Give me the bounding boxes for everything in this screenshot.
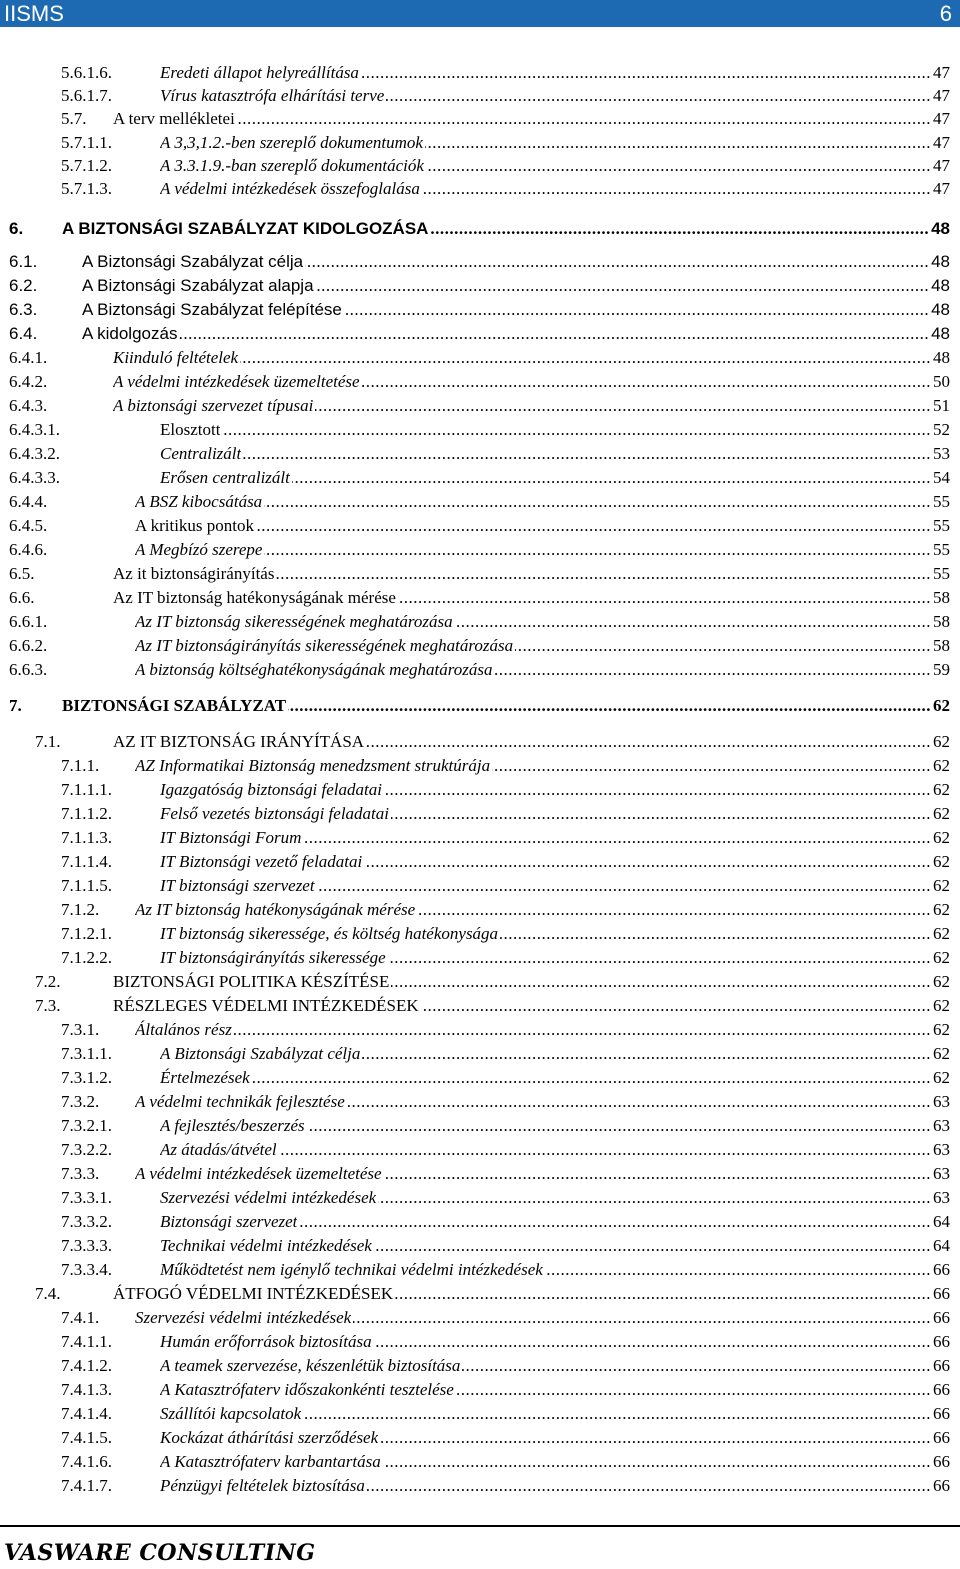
toc-dot-leader: [422, 178, 931, 200]
toc-dot-leader: [380, 1427, 931, 1449]
toc-entry-page: 64: [933, 1212, 950, 1231]
toc-entry-title: A 3,3,1.2.-ben szereplő dokumentumok: [160, 133, 423, 152]
toc-dot-leader: [515, 635, 931, 657]
toc-entry[interactable]: [61, 1115, 950, 1137]
toc-entry-page: 62: [933, 876, 950, 895]
toc-dot-leader: [252, 1067, 931, 1089]
toc-dot-leader: [384, 1163, 931, 1185]
toc-dot-leader: [545, 1259, 931, 1281]
toc-entry[interactable]: [61, 1379, 950, 1401]
toc-entry[interactable]: [9, 563, 950, 585]
toc-dot-leader: [374, 1235, 931, 1257]
footer-divider: [0, 1525, 960, 1527]
toc-entry-title: Az IT biztonság hatékonyságának mérése: [113, 588, 396, 607]
toc-entry-number: 6.6.: [9, 588, 35, 607]
toc-entry-number: 7.3.1.: [61, 1020, 100, 1039]
toc-entry[interactable]: [9, 635, 950, 657]
toc-entry[interactable]: [9, 443, 950, 465]
toc-entry-page: 66: [933, 1260, 950, 1279]
toc-dot-leader: [303, 827, 931, 849]
toc-entry-number: 7.3.2.1.: [61, 1116, 112, 1135]
toc-dot-leader: [288, 695, 931, 717]
toc-entry-title: Kiinduló feltételek: [113, 348, 239, 367]
toc-dot-leader: [417, 899, 931, 921]
toc-entry-page: 62: [933, 804, 950, 823]
toc-dot-leader: [237, 108, 931, 130]
toc-entry[interactable]: [35, 731, 950, 753]
toc-entry-page: 47: [933, 133, 950, 152]
toc-entry-page: 64: [933, 1236, 950, 1255]
toc-entry-title: A kidolgozás: [82, 324, 178, 343]
toc-entry-title: A védelmi technikák fejlesztése: [135, 1092, 345, 1111]
toc-dot-leader: [316, 275, 930, 297]
toc-entry-number: 6.6.1.: [9, 612, 48, 631]
toc-dot-leader: [234, 1019, 931, 1041]
toc-entry-title: Szervezési védelmi intézkedések: [160, 1188, 377, 1207]
toc-entry[interactable]: [61, 85, 950, 107]
toc-entry-title: AZ IT BIZTONSÁG IRÁNYÍTÁSA: [113, 732, 365, 751]
toc-entry-page: 62: [933, 852, 950, 871]
toc-entry-title: A Biztonsági Szabályzat célja: [160, 1044, 361, 1063]
toc-entry-page: 54: [933, 468, 950, 487]
toc-entry-page: 47: [933, 109, 950, 128]
toc-entry-title: A védelmi intézkedések üzemeltetése: [113, 372, 360, 391]
toc-dot-leader: [305, 251, 929, 273]
toc-entry-page: 66: [933, 1404, 950, 1423]
toc-entry[interactable]: [61, 1091, 950, 1113]
toc-entry-number: 5.7.: [61, 109, 87, 128]
toc-dot-leader: [344, 299, 929, 321]
toc-dot-leader: [374, 1331, 931, 1353]
toc-entry-title: Felső vezetés biztonsági feladatai: [160, 804, 389, 823]
toc-entry-number: 7.1.1.3.: [61, 828, 112, 847]
toc-entry-page: 66: [933, 1380, 950, 1399]
toc-entry-title: Kockázat áthárítási szerződések: [160, 1428, 379, 1447]
toc-entry-page: 66: [933, 1332, 950, 1351]
toc-entry[interactable]: [9, 371, 950, 393]
toc-entry-title: Erősen centralizált: [160, 468, 290, 487]
toc-dot-leader: [391, 971, 931, 993]
toc-entry-page: 55: [933, 564, 950, 583]
toc-entry-page: 48: [931, 324, 950, 343]
toc-entry[interactable]: [9, 419, 950, 441]
toc-entry[interactable]: [61, 1235, 950, 1257]
toc-dot-leader: [383, 1451, 931, 1473]
toc-entry[interactable]: [61, 1427, 950, 1449]
toc-entry-page: 47: [933, 86, 950, 105]
toc-entry-number: 7.1.1.: [61, 756, 100, 775]
toc-dot-leader: [455, 611, 931, 633]
toc-entry-title: A teamek szervezése, készenlétük biztosítása: [160, 1356, 461, 1375]
toc-entry-title: Az IT biztonság sikerességének meghatározása: [135, 612, 453, 631]
toc-dot-leader: [362, 371, 931, 393]
footer-company: VASWARE CONSULTING: [4, 1540, 316, 1566]
toc-entry-number: 7.4.1.6.: [61, 1452, 112, 1471]
toc-entry-title: Pénzügyi feltételek biztosítása: [160, 1476, 365, 1495]
toc-entry[interactable]: [61, 155, 950, 177]
toc-entry-number: 6.6.3.: [9, 660, 48, 679]
toc-entry-number: 7.1.: [35, 732, 61, 751]
toc-dot-leader: [395, 1283, 931, 1305]
toc-entry-number: 7.4.1.2.: [61, 1356, 112, 1375]
toc-entry-page: 63: [933, 1140, 950, 1159]
toc-entry[interactable]: [61, 132, 950, 154]
toc-entry[interactable]: [61, 1451, 950, 1473]
toc-entry[interactable]: [61, 899, 950, 921]
toc-entry[interactable]: [61, 1139, 950, 1161]
toc-entry-page: 62: [933, 696, 950, 715]
toc-entry-page: 50: [933, 372, 950, 391]
toc-dot-leader: [378, 1187, 931, 1209]
toc-entry[interactable]: [9, 695, 950, 717]
toc-dot-leader: [347, 1091, 931, 1113]
toc-entry-title: Az IT biztonságirányítás sikerességének meghatározása: [135, 636, 514, 655]
toc-entry-title: A Biztonsági Szabályzat alapja: [82, 276, 314, 295]
toc-entry-page: 58: [933, 636, 950, 655]
toc-entry-number: 6.1.: [9, 252, 38, 271]
toc-entry-page: 48: [933, 348, 950, 367]
toc-entry-page: 63: [933, 1188, 950, 1207]
toc-entry-number: 7.4.1.1.: [61, 1332, 112, 1351]
toc-dot-leader: [303, 1403, 931, 1425]
toc-entry[interactable]: [61, 1475, 950, 1497]
toc-dot-leader: [500, 923, 931, 945]
toc-entry[interactable]: [9, 395, 950, 417]
toc-entry-title: Az it biztonságirányítás: [113, 564, 275, 583]
toc-entry[interactable]: [35, 1283, 950, 1305]
toc-dot-leader: [492, 755, 931, 777]
toc-entry-number: 6.4.: [9, 324, 38, 343]
toc-entry-number: 7.1.2.: [61, 900, 100, 919]
toc-dot-leader: [388, 947, 931, 969]
toc-entry-page: 62: [933, 924, 950, 943]
toc-dot-leader: [494, 659, 931, 681]
toc-entry-number: 6.4.5.: [9, 516, 48, 535]
toc-entry-page: 66: [933, 1428, 950, 1447]
toc-entry-number: 7.1.1.1.: [61, 780, 112, 799]
toc-entry-page: 48: [931, 252, 950, 271]
toc-entry-page: 58: [933, 588, 950, 607]
toc-entry-title: A Katasztrófaterv karbantartása: [160, 1452, 381, 1471]
toc-dot-leader: [243, 443, 931, 465]
toc-entry[interactable]: [61, 1067, 950, 1089]
toc-entry-title: Szervezési védelmi intézkedések: [135, 1308, 352, 1327]
toc-entry[interactable]: [61, 923, 950, 945]
header-title: IISMS: [4, 1, 64, 26]
toc-entry-number: 6.4.3.2.: [9, 444, 60, 463]
toc-entry-page: 62: [933, 1068, 950, 1087]
toc-entry-number: 7.2.: [35, 972, 61, 991]
toc-dot-leader: [426, 155, 931, 177]
toc-dot-leader: [366, 731, 931, 753]
toc-dot-leader: [398, 587, 931, 609]
toc-entry-title: A Biztonsági Szabályzat felépítése: [82, 300, 342, 319]
toc-dot-leader: [364, 851, 931, 873]
toc-entry-title: Értelmezések: [160, 1068, 250, 1087]
toc-dot-leader: [353, 1307, 931, 1329]
toc-entry-page: 53: [933, 444, 950, 463]
toc-entry-title: IT Biztonsági vezető feladatai: [160, 852, 363, 871]
toc-entry[interactable]: [61, 178, 950, 200]
toc-entry-number: 5.7.1.2.: [61, 156, 112, 175]
toc-entry-title: A 3.3.1.9.-ban szereplő dokumentációk: [160, 156, 424, 175]
toc-entry-page: 62: [933, 948, 950, 967]
toc-entry-title: Általános rész: [135, 1020, 232, 1039]
toc-entry-number: 7.3.: [35, 996, 61, 1015]
toc-entry-page: 63: [933, 1164, 950, 1183]
toc-dot-leader: [462, 1355, 931, 1377]
toc-dot-leader: [384, 779, 931, 801]
toc-entry-page: 63: [933, 1092, 950, 1111]
toc-entry-title: Elosztott: [160, 420, 221, 439]
toc-dot-leader: [421, 995, 931, 1017]
toc-entry-number: 5.6.1.7.: [61, 86, 112, 105]
toc-entry-number: 7.3.2.2.: [61, 1140, 112, 1159]
toc-entry-page: 62: [933, 780, 950, 799]
toc-dot-leader: [386, 85, 931, 107]
toc-dot-leader: [292, 467, 931, 489]
toc-entry-title: Eredeti állapot helyreállítása: [160, 63, 359, 82]
toc-entry[interactable]: [35, 971, 950, 993]
toc-entry-page: 66: [933, 1284, 950, 1303]
toc-entry-page: 66: [933, 1356, 950, 1375]
toc-entry-page: 48: [931, 276, 950, 295]
toc-entry-page: 55: [933, 516, 950, 535]
toc-entry-page: 66: [933, 1452, 950, 1471]
toc-dot-leader: [425, 132, 931, 154]
toc-entry-number: 7.4.1.4.: [61, 1404, 112, 1423]
toc-entry[interactable]: [61, 755, 950, 777]
toc-entry-title: BIZTONSÁGI SZABÁLYZAT: [62, 696, 287, 715]
toc-entry-title: IT biztonsági szervezet: [160, 876, 315, 895]
toc-entry[interactable]: [61, 875, 950, 897]
toc-entry[interactable]: [61, 1187, 950, 1209]
toc-entry-title: A fejlesztés/beszerzés: [160, 1116, 305, 1135]
toc-entry-title: A BIZTONSÁGI SZABÁLYZAT KIDOLGOZÁSA: [62, 219, 429, 238]
toc-entry-title: A védelmi intézkedések üzemeltetése: [135, 1164, 382, 1183]
toc-entry-title: Igazgatóság biztonsági feladatai: [160, 780, 382, 799]
toc-entry[interactable]: [9, 467, 950, 489]
toc-entry-number: 7.3.3.3.: [61, 1236, 112, 1255]
toc-entry[interactable]: [61, 947, 950, 969]
toc-entry-page: 55: [933, 492, 950, 511]
toc-entry[interactable]: [9, 539, 950, 561]
toc-entry-page: 51: [933, 396, 950, 415]
toc-entry-number: 7.4.1.3.: [61, 1380, 112, 1399]
toc-entry-number: 7.4.1.: [61, 1308, 100, 1327]
toc-dot-leader: [240, 347, 931, 369]
toc-dot-leader: [256, 515, 931, 537]
toc-entry-title: RÉSZLEGES VÉDELMI INTÉZKEDÉSEK: [113, 996, 419, 1015]
toc-entry[interactable]: [9, 659, 950, 681]
toc-entry[interactable]: [9, 323, 950, 345]
toc-entry-number: 6.4.4.: [9, 492, 48, 511]
toc-entry-number: 6.3.: [9, 300, 38, 319]
toc-entry-number: 6.: [9, 219, 24, 238]
toc-entry-page: 52: [933, 420, 950, 439]
toc-entry[interactable]: [61, 1019, 950, 1041]
toc-entry-number: 7.: [9, 696, 22, 715]
toc-entry[interactable]: [61, 1163, 950, 1185]
toc-entry-page: 62: [933, 756, 950, 775]
toc-entry[interactable]: [61, 62, 950, 84]
toc-entry-page: 62: [933, 996, 950, 1015]
toc-entry-number: 5.6.1.6.: [61, 63, 112, 82]
toc-entry-number: 5.7.1.3.: [61, 179, 112, 198]
toc-entry-number: 6.4.3.: [9, 396, 48, 415]
toc-dot-leader: [361, 62, 931, 84]
toc-entry-title: Az IT biztonság hatékonyságának mérése: [135, 900, 416, 919]
toc-entry-title: AZ Informatikai Biztonság menedzsment struktúrája: [135, 756, 491, 775]
toc-entry-number: 7.3.1.1.: [61, 1044, 112, 1063]
toc-entry-page: 48: [931, 219, 950, 238]
toc-entry-number: 6.4.3.1.: [9, 420, 60, 439]
toc-entry-number: 7.3.3.: [61, 1164, 100, 1183]
toc-entry-title: BIZTONSÁGI POLITIKA KÉSZÍTÉSE: [113, 972, 390, 991]
toc-entry[interactable]: [61, 108, 950, 130]
toc-entry[interactable]: [61, 779, 950, 801]
toc-entry-page: 47: [933, 63, 950, 82]
toc-entry-number: 6.4.1.: [9, 348, 48, 367]
toc-entry-number: 7.3.3.4.: [61, 1260, 112, 1279]
toc-entry[interactable]: [9, 251, 950, 273]
toc-dot-leader: [299, 1211, 931, 1233]
toc-entry[interactable]: [61, 803, 950, 825]
toc-entry-page: 62: [933, 732, 950, 751]
toc-entry-title: A Biztonsági Szabályzat célja: [82, 252, 304, 271]
toc-entry-title: A Megbízó szerepe: [135, 540, 263, 559]
toc-entry-title: Szállítói kapcsolatok: [160, 1404, 302, 1423]
toc-entry-title: Biztonsági szervezet: [160, 1212, 298, 1231]
toc-entry-title: A biztonság költséghatékonyságának meghatározása: [135, 660, 493, 679]
toc-entry[interactable]: [35, 995, 950, 1017]
toc-entry[interactable]: [9, 347, 950, 369]
toc-dot-leader: [317, 875, 931, 897]
toc-entry-title: IT biztonság sikeressége, és költség hatékonysága: [160, 924, 499, 943]
toc-entry-page: 63: [933, 1116, 950, 1135]
toc-entry-page: 62: [933, 828, 950, 847]
header-page-number: 6: [939, 1, 952, 26]
toc-entry-page: 66: [933, 1476, 950, 1495]
toc-dot-leader: [264, 491, 931, 513]
toc-entry-title: Az átadás/átvétel: [160, 1140, 277, 1159]
toc-dot-leader: [179, 323, 929, 345]
toc-entry-page: 62: [933, 1044, 950, 1063]
toc-entry-number: 6.2.: [9, 276, 38, 295]
toc-entry-number: 6.6.2.: [9, 636, 48, 655]
toc-entry-number: 7.1.1.4.: [61, 852, 112, 871]
toc-entry-number: 7.3.3.2.: [61, 1212, 112, 1231]
toc-entry-page: 62: [933, 1020, 950, 1039]
toc-entry-page: 62: [933, 900, 950, 919]
toc-entry-number: 7.4.1.7.: [61, 1476, 112, 1495]
toc-entry[interactable]: [9, 218, 950, 240]
toc-entry[interactable]: [61, 1043, 950, 1065]
toc-entry-title: ÁTFOGÓ VÉDELMI INTÉZKEDÉSEK: [113, 1284, 394, 1303]
toc-entry[interactable]: [9, 491, 950, 513]
toc-entry-title: A biztonsági szervezet típusai: [113, 396, 314, 415]
toc-entry[interactable]: [9, 587, 950, 609]
toc-entry-number: 7.1.2.2.: [61, 948, 112, 967]
toc-entry-number: 6.5.: [9, 564, 35, 583]
toc-entry-number: 7.3.2.: [61, 1092, 100, 1111]
toc-entry-number: 6.4.3.3.: [9, 468, 60, 487]
toc-dot-leader: [315, 395, 931, 417]
toc-entry-number: 5.7.1.1.: [61, 133, 112, 152]
toc-entry-number: 7.4.: [35, 1284, 61, 1303]
toc-entry-page: 58: [933, 612, 950, 631]
toc-entry-page: 47: [933, 179, 950, 198]
toc-entry-title: Vírus katasztrófa elhárítási terve: [160, 86, 385, 105]
toc-entry-number: 7.1.2.1.: [61, 924, 112, 943]
toc-entry-number: 7.1.1.5.: [61, 876, 112, 895]
toc-dot-leader: [264, 539, 931, 561]
toc-entry-title: IT Biztonsági Forum: [160, 828, 302, 847]
toc-entry-title: A terv mellékletei: [113, 109, 235, 128]
toc-dot-leader: [222, 419, 931, 441]
toc-entry-title: Humán erőforrások biztosítása: [160, 1332, 372, 1351]
toc-entry-number: 7.3.3.1.: [61, 1188, 112, 1207]
toc-entry[interactable]: [9, 299, 950, 321]
toc-entry[interactable]: [61, 1403, 950, 1425]
toc-entry-page: 47: [933, 156, 950, 175]
toc-entry[interactable]: [9, 611, 950, 633]
toc-entry-number: 6.4.2.: [9, 372, 48, 391]
toc-dot-leader: [456, 1379, 931, 1401]
toc-entry-title: A BSZ kibocsátása: [135, 492, 263, 511]
toc-entry[interactable]: [61, 1307, 950, 1329]
toc-entry-page: 55: [933, 540, 950, 559]
toc-entry-title: A Katasztrófaterv időszakonkénti tesztelése: [160, 1380, 454, 1399]
toc-entry[interactable]: [61, 1355, 950, 1377]
toc-entry[interactable]: [9, 275, 950, 297]
toc-entry[interactable]: [61, 851, 950, 873]
toc-entry-title: Technikai védelmi intézkedések: [160, 1236, 372, 1255]
toc-dot-leader: [430, 218, 929, 240]
toc-dot-leader: [279, 1139, 931, 1161]
toc-entry-number: 7.4.1.5.: [61, 1428, 112, 1447]
toc-entry[interactable]: [61, 1331, 950, 1353]
toc-entry-title: Működtetést nem igénylő technikai védelmi intézkedések: [160, 1260, 543, 1279]
toc-dot-leader: [391, 803, 931, 825]
toc-entry-title: Centralizált: [160, 444, 242, 463]
toc-entry-page: 59: [933, 660, 950, 679]
toc-entry-title: IT biztonságirányítás sikeressége: [160, 948, 386, 967]
toc-entry-title: A kritikus pontok: [135, 516, 255, 535]
toc-entry-number: 6.4.6.: [9, 540, 48, 559]
toc-entry[interactable]: [9, 515, 950, 537]
toc-dot-leader: [307, 1115, 931, 1137]
toc-entry-page: 62: [933, 972, 950, 991]
toc-entry-title: A védelmi intézkedések összefoglalása: [160, 179, 420, 198]
toc-entry-number: 7.1.1.2.: [61, 804, 112, 823]
toc-entry[interactable]: [61, 827, 950, 849]
toc-dot-leader: [367, 1475, 931, 1497]
toc-dot-leader: [362, 1043, 931, 1065]
toc-entry[interactable]: [61, 1259, 950, 1281]
toc-dot-leader: [276, 563, 931, 585]
toc-entry-page: 66: [933, 1308, 950, 1327]
toc-entry-number: 7.3.1.2.: [61, 1068, 112, 1087]
page-header: [0, 0, 960, 27]
toc-entry[interactable]: [61, 1211, 950, 1233]
toc-entry-page: 48: [931, 300, 950, 319]
